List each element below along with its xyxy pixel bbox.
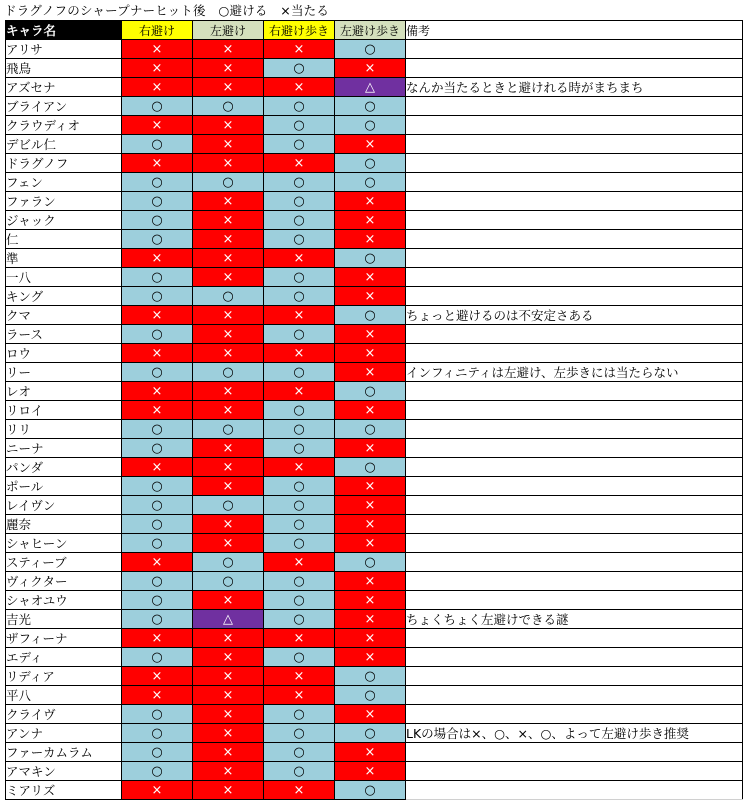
left-sidewalk-result-cell[interactable]: ○ — [335, 553, 406, 572]
character-name-cell[interactable]: 平八 — [6, 686, 122, 705]
left-sidestep-result-cell[interactable]: × — [193, 135, 264, 154]
table-row — [6, 496, 743, 515]
character-name-cell[interactable]: エディ — [6, 648, 122, 667]
table-row — [6, 268, 743, 287]
left-sidestep-result-cell[interactable]: × — [193, 268, 264, 287]
right-sidestep-result-cell[interactable]: ○ — [122, 211, 193, 230]
right-sidestep-result-cell[interactable]: ○ — [122, 192, 193, 211]
left-sidestep-result-cell[interactable]: × — [193, 762, 264, 781]
character-name-cell[interactable]: ポール — [6, 477, 122, 496]
left-sidewalk-result-cell[interactable]: × — [335, 572, 406, 591]
left-sidestep-result-cell[interactable]: ○ — [193, 287, 264, 306]
left-sidestep-result-cell[interactable]: × — [193, 211, 264, 230]
left-sidewalk-result-cell[interactable]: × — [335, 705, 406, 724]
right-sidewalk-result-cell[interactable]: ○ — [264, 724, 335, 743]
left-sidewalk-result-cell[interactable]: ○ — [335, 97, 406, 116]
right-sidestep-result-cell[interactable]: × — [122, 249, 193, 268]
left-sidewalk-result-cell[interactable]: × — [335, 287, 406, 306]
character-name-cell[interactable]: スティーブ — [6, 553, 122, 572]
left-sidewalk-result-cell[interactable]: △ — [335, 78, 406, 97]
right-sidestep-result-cell[interactable]: ○ — [122, 97, 193, 116]
table-row — [6, 439, 743, 458]
right-sidestep-result-cell[interactable]: ○ — [122, 591, 193, 610]
right-sidewalk-result-cell[interactable]: ○ — [264, 211, 335, 230]
character-name-cell[interactable]: ファーカムラム — [6, 743, 122, 762]
left-sidestep-result-cell[interactable]: × — [193, 344, 264, 363]
table-row — [6, 306, 743, 325]
left-sidewalk-result-cell[interactable]: ○ — [335, 458, 406, 477]
left-sidestep-result-cell[interactable]: × — [193, 78, 264, 97]
table-row — [6, 344, 743, 363]
left-sidewalk-result-cell[interactable]: ○ — [335, 781, 406, 800]
notes-cell[interactable]: インフィニティは左避け、左歩きには当たらない — [406, 363, 743, 382]
left-sidewalk-result-cell[interactable]: ○ — [335, 116, 406, 135]
notes-cell[interactable]: LKの場合は×、○、×、○、よって左避け歩き推奨 — [406, 724, 743, 743]
notes-cell[interactable] — [406, 116, 743, 135]
table-row — [6, 287, 743, 306]
right-sidestep-result-cell[interactable]: ○ — [122, 724, 193, 743]
notes-cell[interactable] — [406, 211, 743, 230]
left-sidestep-result-cell[interactable]: × — [193, 591, 264, 610]
right-sidewalk-result-cell[interactable]: × — [264, 306, 335, 325]
notes-cell[interactable] — [406, 439, 743, 458]
right-sidestep-result-cell[interactable]: ○ — [122, 762, 193, 781]
left-sidestep-result-cell[interactable]: × — [193, 458, 264, 477]
right-sidestep-result-cell[interactable]: ○ — [122, 496, 193, 515]
notes-cell[interactable] — [406, 743, 743, 762]
table-row — [6, 553, 743, 572]
left-sidestep-result-cell[interactable]: × — [193, 686, 264, 705]
left-sidewalk-result-cell[interactable]: ○ — [335, 173, 406, 192]
notes-cell[interactable] — [406, 325, 743, 344]
right-sidewalk-result-cell[interactable]: ○ — [264, 420, 335, 439]
left-sidestep-result-cell[interactable]: × — [193, 515, 264, 534]
character-name-cell[interactable]: クライヴ — [6, 705, 122, 724]
right-sidestep-result-cell[interactable]: ○ — [122, 287, 193, 306]
right-sidestep-result-cell[interactable]: ○ — [122, 572, 193, 591]
right-sidewalk-result-cell[interactable]: ○ — [264, 230, 335, 249]
right-sidewalk-result-cell[interactable]: × — [264, 781, 335, 800]
table-row — [6, 781, 743, 800]
right-sidestep-result-cell[interactable]: × — [122, 667, 193, 686]
right-sidestep-result-cell[interactable]: ○ — [122, 610, 193, 629]
character-name-cell[interactable]: 飛鳥 — [6, 59, 122, 78]
character-name-cell[interactable]: アンナ — [6, 724, 122, 743]
left-sidewalk-result-cell[interactable]: × — [335, 230, 406, 249]
left-sidewalk-result-cell[interactable]: × — [335, 648, 406, 667]
left-sidewalk-result-cell[interactable]: × — [335, 363, 406, 382]
character-name-cell[interactable]: ザフィーナ — [6, 629, 122, 648]
right-sidewalk-result-cell[interactable]: × — [264, 40, 335, 59]
right-sidestep-result-cell[interactable]: ○ — [122, 420, 193, 439]
right-sidewalk-result-cell[interactable]: ○ — [264, 173, 335, 192]
left-sidewalk-result-cell[interactable]: ○ — [335, 724, 406, 743]
right-sidestep-result-cell[interactable]: × — [122, 553, 193, 572]
table-row — [6, 249, 743, 268]
character-name-cell[interactable]: リー — [6, 363, 122, 382]
left-sidestep-result-cell[interactable]: × — [193, 743, 264, 762]
right-sidestep-result-cell[interactable]: ○ — [122, 477, 193, 496]
notes-cell[interactable] — [406, 59, 743, 78]
left-sidestep-result-cell[interactable]: ○ — [193, 363, 264, 382]
character-name-cell[interactable]: アズセナ — [6, 78, 122, 97]
notes-cell[interactable] — [406, 287, 743, 306]
right-sidestep-result-cell[interactable]: ○ — [122, 363, 193, 382]
right-sidewalk-result-cell[interactable]: ○ — [264, 192, 335, 211]
right-sidewalk-result-cell[interactable]: ○ — [264, 591, 335, 610]
right-sidewalk-result-cell[interactable]: ○ — [264, 97, 335, 116]
right-sidestep-result-cell[interactable]: × — [122, 458, 193, 477]
right-sidestep-result-cell[interactable]: × — [122, 629, 193, 648]
character-name-cell[interactable]: パンダ — [6, 458, 122, 477]
left-sidewalk-result-cell[interactable]: × — [335, 211, 406, 230]
left-sidewalk-result-cell[interactable]: ○ — [335, 154, 406, 173]
character-name-cell[interactable]: レイヴン — [6, 496, 122, 515]
notes-cell[interactable] — [406, 515, 743, 534]
table-row — [6, 59, 743, 78]
left-sidestep-result-cell[interactable]: △ — [193, 610, 264, 629]
character-name-cell[interactable]: リディア — [6, 667, 122, 686]
header-left-sidewalk[interactable]: 左避け歩き — [335, 21, 406, 40]
header-notes[interactable]: 備考 — [406, 21, 743, 40]
left-sidewalk-result-cell[interactable]: ○ — [335, 420, 406, 439]
notes-cell[interactable] — [406, 667, 743, 686]
left-sidestep-result-cell[interactable]: × — [193, 192, 264, 211]
left-sidewalk-result-cell[interactable]: × — [335, 477, 406, 496]
notes-cell[interactable] — [406, 249, 743, 268]
right-sidewalk-result-cell[interactable]: × — [264, 629, 335, 648]
left-sidestep-result-cell[interactable]: × — [193, 724, 264, 743]
notes-cell[interactable] — [406, 401, 743, 420]
left-sidewalk-result-cell[interactable]: × — [335, 135, 406, 154]
left-sidewalk-result-cell[interactable]: × — [335, 192, 406, 211]
table-row — [6, 116, 743, 135]
left-sidestep-result-cell[interactable]: × — [193, 306, 264, 325]
right-sidewalk-result-cell[interactable]: ○ — [264, 477, 335, 496]
right-sidestep-result-cell[interactable]: × — [122, 78, 193, 97]
left-sidestep-result-cell[interactable]: × — [193, 401, 264, 420]
table-row — [6, 382, 743, 401]
notes-cell[interactable] — [406, 705, 743, 724]
left-sidestep-result-cell[interactable]: × — [193, 116, 264, 135]
left-sidestep-result-cell[interactable]: × — [193, 781, 264, 800]
table-row — [6, 762, 743, 781]
left-sidestep-result-cell[interactable]: × — [193, 325, 264, 344]
right-sidewalk-result-cell[interactable]: ○ — [264, 363, 335, 382]
right-sidestep-result-cell[interactable]: × — [122, 59, 193, 78]
table-row — [6, 40, 743, 59]
character-name-cell[interactable]: ヴィクター — [6, 572, 122, 591]
table-row — [6, 667, 743, 686]
table-row — [6, 686, 743, 705]
header-row — [6, 21, 743, 40]
left-sidestep-result-cell[interactable]: × — [193, 477, 264, 496]
left-sidestep-result-cell[interactable]: × — [193, 40, 264, 59]
left-sidewalk-result-cell[interactable]: ○ — [335, 306, 406, 325]
character-name-cell[interactable]: ラース — [6, 325, 122, 344]
right-sidestep-result-cell[interactable]: × — [122, 401, 193, 420]
character-name-cell[interactable]: ファラン — [6, 192, 122, 211]
left-sidestep-result-cell[interactable]: × — [193, 154, 264, 173]
character-name-cell[interactable]: 麗奈 — [6, 515, 122, 534]
left-sidewalk-result-cell[interactable]: ○ — [335, 686, 406, 705]
header-left-sidestep[interactable]: 左避け — [193, 21, 264, 40]
right-sidewalk-result-cell[interactable]: × — [264, 553, 335, 572]
character-name-cell[interactable]: アリサ — [6, 40, 122, 59]
right-sidewalk-result-cell[interactable]: ○ — [264, 610, 335, 629]
character-name-cell[interactable]: 準 — [6, 249, 122, 268]
character-name-cell[interactable]: ミアリズ — [6, 781, 122, 800]
left-sidestep-result-cell[interactable]: × — [193, 59, 264, 78]
right-sidewalk-result-cell[interactable]: ○ — [264, 572, 335, 591]
character-name-cell[interactable]: クラウディオ — [6, 116, 122, 135]
character-name-cell[interactable]: クマ — [6, 306, 122, 325]
left-sidestep-result-cell[interactable]: × — [193, 705, 264, 724]
table-row — [6, 363, 743, 382]
header-right-sidewalk[interactable]: 右避け歩き — [264, 21, 335, 40]
left-sidestep-result-cell[interactable]: ○ — [193, 572, 264, 591]
notes-cell[interactable] — [406, 173, 743, 192]
right-sidestep-result-cell[interactable]: × — [122, 306, 193, 325]
left-sidestep-result-cell[interactable]: × — [193, 534, 264, 553]
character-name-cell[interactable]: ロウ — [6, 344, 122, 363]
left-sidestep-result-cell[interactable]: ○ — [193, 496, 264, 515]
table-row — [6, 230, 743, 249]
right-sidewalk-result-cell[interactable]: × — [264, 458, 335, 477]
right-sidewalk-result-cell[interactable]: × — [264, 382, 335, 401]
right-sidewalk-result-cell[interactable]: ○ — [264, 287, 335, 306]
left-sidewalk-result-cell[interactable]: × — [335, 439, 406, 458]
right-sidewalk-result-cell[interactable]: ○ — [264, 762, 335, 781]
left-sidewalk-result-cell[interactable]: × — [335, 401, 406, 420]
left-sidewalk-result-cell[interactable]: × — [335, 325, 406, 344]
left-sidestep-result-cell[interactable]: × — [193, 230, 264, 249]
right-sidewalk-result-cell[interactable]: × — [264, 154, 335, 173]
right-sidestep-result-cell[interactable]: ○ — [122, 135, 193, 154]
right-sidewalk-result-cell[interactable]: × — [264, 78, 335, 97]
left-sidestep-result-cell[interactable]: ○ — [193, 420, 264, 439]
left-sidestep-result-cell[interactable]: ○ — [193, 97, 264, 116]
character-name-cell[interactable]: リロイ — [6, 401, 122, 420]
right-sidestep-result-cell[interactable]: ○ — [122, 743, 193, 762]
notes-cell[interactable]: ちょくちょく左避けできる謎 — [406, 610, 743, 629]
notes-cell[interactable] — [406, 230, 743, 249]
left-sidewalk-result-cell[interactable]: × — [335, 515, 406, 534]
right-sidewalk-result-cell[interactable]: ○ — [264, 59, 335, 78]
right-sidestep-result-cell[interactable]: × — [122, 154, 193, 173]
table-row — [6, 705, 743, 724]
left-sidestep-result-cell[interactable]: ○ — [193, 173, 264, 192]
right-sidestep-result-cell[interactable]: ○ — [122, 648, 193, 667]
right-sidestep-result-cell[interactable]: × — [122, 344, 193, 363]
notes-cell[interactable] — [406, 686, 743, 705]
left-sidewalk-result-cell[interactable]: × — [335, 59, 406, 78]
right-sidewalk-result-cell[interactable]: ○ — [264, 439, 335, 458]
character-name-cell[interactable]: リリ — [6, 420, 122, 439]
right-sidewalk-result-cell[interactable]: ○ — [264, 496, 335, 515]
right-sidestep-result-cell[interactable]: × — [122, 40, 193, 59]
table-row — [6, 173, 743, 192]
notes-cell[interactable] — [406, 591, 743, 610]
notes-cell[interactable] — [406, 192, 743, 211]
notes-cell[interactable] — [406, 458, 743, 477]
right-sidestep-result-cell[interactable]: × — [122, 781, 193, 800]
left-sidewalk-result-cell[interactable]: × — [335, 344, 406, 363]
notes-cell[interactable] — [406, 344, 743, 363]
character-name-cell[interactable]: ジャック — [6, 211, 122, 230]
table-row — [6, 154, 743, 173]
right-sidewalk-result-cell[interactable]: ○ — [264, 648, 335, 667]
left-sidestep-result-cell[interactable]: × — [193, 382, 264, 401]
right-sidestep-result-cell[interactable]: ○ — [122, 325, 193, 344]
table-row — [6, 401, 743, 420]
right-sidewalk-result-cell[interactable]: ○ — [264, 743, 335, 762]
table-row — [6, 591, 743, 610]
header-right-sidestep[interactable]: 右避け — [122, 21, 193, 40]
left-sidewalk-result-cell[interactable]: ○ — [335, 40, 406, 59]
notes-cell[interactable] — [406, 420, 743, 439]
left-sidewalk-result-cell[interactable]: ○ — [335, 667, 406, 686]
table-row — [6, 477, 743, 496]
right-sidewalk-result-cell[interactable]: × — [264, 344, 335, 363]
notes-cell[interactable] — [406, 268, 743, 287]
notes-cell[interactable] — [406, 477, 743, 496]
left-sidewalk-result-cell[interactable]: × — [335, 496, 406, 515]
left-sidewalk-result-cell[interactable]: × — [335, 534, 406, 553]
left-sidestep-result-cell[interactable]: × — [193, 667, 264, 686]
right-sidestep-result-cell[interactable]: × — [122, 686, 193, 705]
left-sidewalk-result-cell[interactable]: × — [335, 743, 406, 762]
character-name-cell[interactable]: 吉光 — [6, 610, 122, 629]
character-name-cell[interactable]: ドラグノフ — [6, 154, 122, 173]
left-sidewalk-result-cell[interactable]: × — [335, 610, 406, 629]
notes-cell[interactable] — [406, 762, 743, 781]
right-sidestep-result-cell[interactable]: ○ — [122, 705, 193, 724]
table-row — [6, 743, 743, 762]
notes-cell[interactable]: ちょっと避けるのは不安定さある — [406, 306, 743, 325]
notes-cell[interactable] — [406, 648, 743, 667]
right-sidewalk-result-cell[interactable]: × — [264, 249, 335, 268]
right-sidestep-result-cell[interactable]: ○ — [122, 439, 193, 458]
table-row — [6, 572, 743, 591]
table-row — [6, 211, 743, 230]
right-sidewalk-result-cell[interactable]: ○ — [264, 268, 335, 287]
notes-cell[interactable] — [406, 40, 743, 59]
notes-cell[interactable] — [406, 496, 743, 515]
left-sidewalk-result-cell[interactable]: ○ — [335, 249, 406, 268]
notes-cell[interactable] — [406, 629, 743, 648]
character-name-cell[interactable]: ニーナ — [6, 439, 122, 458]
table-row — [6, 192, 743, 211]
left-sidewalk-result-cell[interactable]: ○ — [335, 382, 406, 401]
left-sidestep-result-cell[interactable]: × — [193, 249, 264, 268]
notes-cell[interactable] — [406, 382, 743, 401]
right-sidestep-result-cell[interactable]: ○ — [122, 515, 193, 534]
table-row — [6, 534, 743, 553]
table-row — [6, 458, 743, 477]
table-row — [6, 97, 743, 116]
right-sidestep-result-cell[interactable]: ○ — [122, 173, 193, 192]
character-name-cell[interactable]: フェン — [6, 173, 122, 192]
left-sidestep-result-cell[interactable]: × — [193, 629, 264, 648]
right-sidewalk-result-cell[interactable]: ○ — [264, 401, 335, 420]
left-sidewalk-result-cell[interactable]: × — [335, 591, 406, 610]
character-name-cell[interactable]: シャオユウ — [6, 591, 122, 610]
character-name-cell[interactable]: ブライアン — [6, 97, 122, 116]
right-sidewalk-result-cell[interactable]: × — [264, 667, 335, 686]
character-name-cell[interactable]: 一八 — [6, 268, 122, 287]
right-sidewalk-result-cell[interactable]: ○ — [264, 534, 335, 553]
left-sidestep-result-cell[interactable]: × — [193, 439, 264, 458]
right-sidewalk-result-cell[interactable]: ○ — [264, 135, 335, 154]
table-row — [6, 420, 743, 439]
notes-cell[interactable] — [406, 154, 743, 173]
left-sidewalk-result-cell[interactable]: × — [335, 629, 406, 648]
character-name-cell[interactable]: シャヒーン — [6, 534, 122, 553]
right-sidewalk-result-cell[interactable]: ○ — [264, 116, 335, 135]
right-sidewalk-result-cell[interactable]: ○ — [264, 705, 335, 724]
notes-cell[interactable] — [406, 97, 743, 116]
sheet-title: ドラグノフのシャープナーヒット後 ○避ける ×当たる — [4, 3, 330, 18]
right-sidestep-result-cell[interactable]: × — [122, 382, 193, 401]
table-row — [6, 648, 743, 667]
table-row — [6, 629, 743, 648]
right-sidestep-result-cell[interactable]: ○ — [122, 534, 193, 553]
table-row — [6, 325, 743, 344]
right-sidestep-result-cell[interactable]: ○ — [122, 268, 193, 287]
character-name-cell[interactable]: 仁 — [6, 230, 122, 249]
right-sidewalk-result-cell[interactable]: ○ — [264, 515, 335, 534]
character-name-cell[interactable]: レオ — [6, 382, 122, 401]
left-sidewalk-result-cell[interactable]: × — [335, 762, 406, 781]
left-sidewalk-result-cell[interactable]: × — [335, 268, 406, 287]
notes-cell[interactable] — [406, 534, 743, 553]
right-sidestep-result-cell[interactable]: × — [122, 116, 193, 135]
header-character-name[interactable]: キャラ名 — [6, 21, 122, 40]
table-row — [6, 78, 743, 97]
character-name-cell[interactable]: キング — [6, 287, 122, 306]
table-row — [6, 515, 743, 534]
notes-cell[interactable] — [406, 135, 743, 154]
notes-cell[interactable] — [406, 572, 743, 591]
left-sidestep-result-cell[interactable]: × — [193, 648, 264, 667]
left-sidestep-result-cell[interactable]: ○ — [193, 553, 264, 572]
right-sidewalk-result-cell[interactable]: ○ — [264, 325, 335, 344]
table-row — [6, 610, 743, 629]
right-sidestep-result-cell[interactable]: ○ — [122, 230, 193, 249]
notes-cell[interactable]: なんか当たるときと避けれる時がまちまち — [406, 78, 743, 97]
character-name-cell[interactable]: デビル仁 — [6, 135, 122, 154]
table-row — [6, 724, 743, 743]
notes-cell[interactable] — [406, 781, 743, 800]
notes-cell[interactable] — [406, 553, 743, 572]
character-name-cell[interactable]: アマキン — [6, 762, 122, 781]
right-sidewalk-result-cell[interactable]: × — [264, 686, 335, 705]
evasion-table — [5, 20, 743, 800]
table-row — [6, 135, 743, 154]
